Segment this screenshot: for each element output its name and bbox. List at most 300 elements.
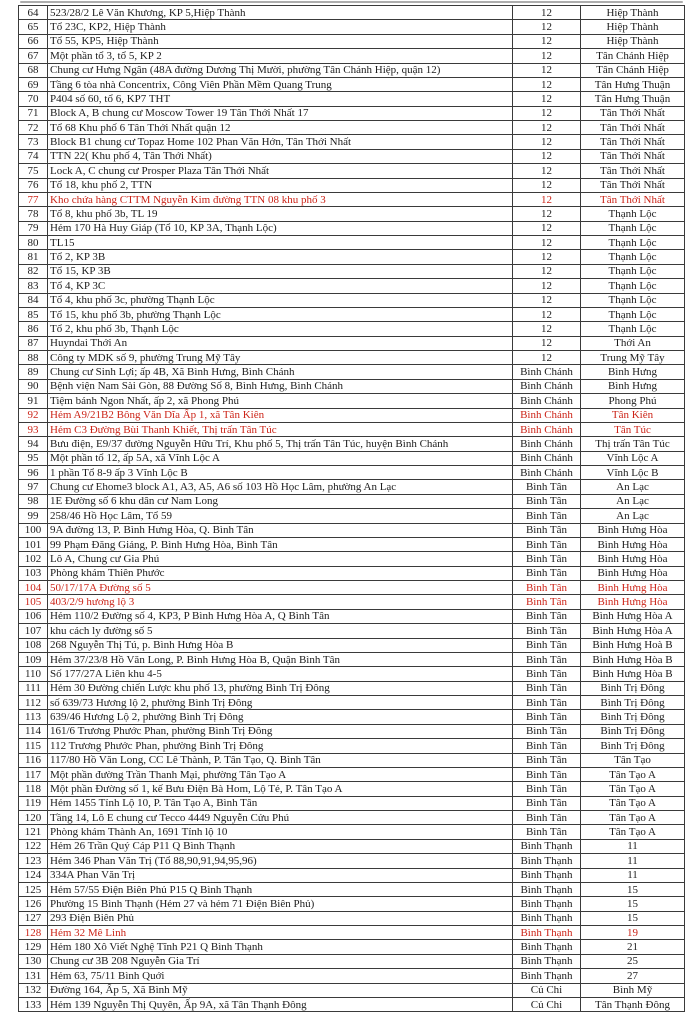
district-cell: Bình Tân <box>513 739 581 753</box>
ward-cell: Bình Hưng Hòa A <box>581 624 685 638</box>
address-cell: Hẻm 57/55 Điện Biên Phủ P15 Q Bình Thạnh <box>48 882 513 896</box>
district-cell: Bình Thạnh <box>513 897 581 911</box>
table-row <box>19 451 685 465</box>
address-cell: Block B1 chung cư Topaz Home 102 Phan Văn Hớn, Tân Thới Nhất <box>48 135 513 149</box>
row-number-cell: 81 <box>19 250 48 264</box>
district-cell: 12 <box>513 264 581 278</box>
address-cell: Tầng 14, Lô E chung cư Tecco 4449 Nguyễn Cửu Phú <box>48 811 513 825</box>
ward-cell: Thạnh Lộc <box>581 307 685 321</box>
district-cell: Bình Thạnh <box>513 954 581 968</box>
district-cell: Bình Tân <box>513 667 581 681</box>
row-number-cell: 97 <box>19 480 48 494</box>
district-cell: 12 <box>513 178 581 192</box>
row-number-cell: 82 <box>19 264 48 278</box>
table-row <box>19 135 685 149</box>
ward-cell: Tân Tạo A <box>581 782 685 796</box>
ward-cell: Bình Mỹ <box>581 983 685 997</box>
ward-cell: Bình Hưng Hòa B <box>581 667 685 681</box>
row-number-cell: 127 <box>19 911 48 925</box>
address-cell: Kho chứa hàng CTTM Nguyễn Kim đường TTN 08 khu phố 3 <box>48 192 513 206</box>
address-cell: Công ty MDK số 9, phường Trung Mỹ Tây <box>48 351 513 365</box>
row-number-cell: 106 <box>19 609 48 623</box>
address-cell: 9A đường 13, P. Bình Hưng Hòa, Q. Bình Tân <box>48 523 513 537</box>
district-cell: Bình Tân <box>513 652 581 666</box>
table-row <box>19 307 685 321</box>
row-number-cell: 130 <box>19 954 48 968</box>
ward-cell: Bình Hưng <box>581 379 685 393</box>
district-cell: 12 <box>513 221 581 235</box>
ward-cell: Tân Thới Nhất <box>581 164 685 178</box>
address-cell: Lock A, C chung cư Prosper Plaza Tân Thới Nhất <box>48 164 513 178</box>
address-cell: Hẻm 139 Nguyễn Thị Quyên, Ấp 9A, xã Tân Thạnh Đông <box>48 997 513 1011</box>
table-row <box>19 681 685 695</box>
table-row <box>19 279 685 293</box>
address-cell: Phường 15 Bình Thạnh (Hẻm 27 và hẻm 71 Điện Biên Phủ) <box>48 897 513 911</box>
table-row <box>19 638 685 652</box>
district-cell: Bình Tân <box>513 782 581 796</box>
row-number-cell: 123 <box>19 854 48 868</box>
row-number-cell: 96 <box>19 466 48 480</box>
district-cell: Bình Tân <box>513 724 581 738</box>
table-row <box>19 63 685 77</box>
table-row <box>19 882 685 896</box>
ward-cell: Bình Hưng Hòa <box>581 537 685 551</box>
ward-cell: Thới An <box>581 336 685 350</box>
district-cell: Bình Tân <box>513 767 581 781</box>
district-cell: Bình Chánh <box>513 451 581 465</box>
ward-cell: Hiệp Thành <box>581 34 685 48</box>
ward-cell: 15 <box>581 911 685 925</box>
ward-cell: Bình Trị Đông <box>581 724 685 738</box>
row-number-cell: 107 <box>19 624 48 638</box>
address-cell: Tổ 8, khu phố 3b, TL 19 <box>48 207 513 221</box>
ward-cell: Tân Chánh Hiệp <box>581 49 685 63</box>
address-cell: Tổ 2, khu phố 3b, Thạnh Lộc <box>48 322 513 336</box>
table-row <box>19 437 685 451</box>
row-number-cell: 101 <box>19 537 48 551</box>
table-row <box>19 322 685 336</box>
district-cell: Củ Chi <box>513 983 581 997</box>
ward-cell: 21 <box>581 940 685 954</box>
row-number-cell: 103 <box>19 566 48 580</box>
ward-cell: 15 <box>581 897 685 911</box>
row-number-cell: 67 <box>19 49 48 63</box>
address-cell: 50/17/17A Đường số 5 <box>48 581 513 595</box>
ward-cell: Thạnh Lộc <box>581 293 685 307</box>
address-cell: 117/80 Hồ Văn Long, CC Lê Thành, P. Tân Tạo, Q. Bình Tân <box>48 753 513 767</box>
row-number-cell: 124 <box>19 868 48 882</box>
district-cell: 12 <box>513 236 581 250</box>
row-number-cell: 104 <box>19 581 48 595</box>
address-cell: Tổ 15, KP 3B <box>48 264 513 278</box>
district-cell: 12 <box>513 192 581 206</box>
district-cell: 12 <box>513 351 581 365</box>
row-number-cell: 132 <box>19 983 48 997</box>
row-number-cell: 109 <box>19 652 48 666</box>
table-row <box>19 940 685 954</box>
table-row <box>19 408 685 422</box>
row-number-cell: 79 <box>19 221 48 235</box>
clipped-previous-row-edge <box>20 1 683 3</box>
ward-cell: Thạnh Lộc <box>581 221 685 235</box>
ward-cell: Thạnh Lộc <box>581 236 685 250</box>
district-cell: Bình Tân <box>513 609 581 623</box>
district-cell: Bình Chánh <box>513 408 581 422</box>
address-cell: Huyndai Thới An <box>48 336 513 350</box>
table-row <box>19 782 685 796</box>
address-cell: 1 phần Tổ 8-9 ấp 3 Vĩnh Lộc B <box>48 466 513 480</box>
address-cell: P404 số 60, tổ 6, KP7 THT <box>48 92 513 106</box>
row-number-cell: 120 <box>19 811 48 825</box>
table-row <box>19 983 685 997</box>
district-cell: 12 <box>513 279 581 293</box>
ward-cell: Thạnh Lộc <box>581 207 685 221</box>
ward-cell: 25 <box>581 954 685 968</box>
row-number-cell: 95 <box>19 451 48 465</box>
address-cell: Tổ 55, KP5, Hiệp Thành <box>48 34 513 48</box>
table-row <box>19 954 685 968</box>
table-row <box>19 351 685 365</box>
address-cell: Hẻm 346 Phan Văn Trị (Tổ 88,90,91,94,95,96) <box>48 854 513 868</box>
table-row <box>19 523 685 537</box>
address-cell: TTN 22( Khu phố 4, Tân Thới Nhất) <box>48 149 513 163</box>
address-cell: 99 Phạm Đăng Giảng, P. Bình Hưng Hòa, Bình Tân <box>48 537 513 551</box>
address-cell: Một phần đường Trần Thanh Mại, phường Tân Tạo A <box>48 767 513 781</box>
ward-cell: Tân Chánh Hiệp <box>581 63 685 77</box>
row-number-cell: 131 <box>19 969 48 983</box>
district-cell: 12 <box>513 135 581 149</box>
district-cell: Bình Tân <box>513 825 581 839</box>
row-number-cell: 117 <box>19 767 48 781</box>
address-cell: Hẻm 110/2 Đường số 4, KP3, P Bình Hưng Hòa A, Q Bình Tân <box>48 609 513 623</box>
district-cell: 12 <box>513 34 581 48</box>
district-cell: 12 <box>513 49 581 63</box>
district-cell: Bình Tân <box>513 480 581 494</box>
ward-cell: An Lạc <box>581 480 685 494</box>
ward-cell: Thạnh Lộc <box>581 322 685 336</box>
district-cell: Bình Tân <box>513 753 581 767</box>
ward-cell: Vĩnh Lộc B <box>581 466 685 480</box>
district-cell: Bình Tân <box>513 811 581 825</box>
table-row <box>19 365 685 379</box>
address-cell: Hẻm C3 Đường Bùi Thanh Khiết, Thị trấn Tân Túc <box>48 422 513 436</box>
ward-cell: Hiệp Thành <box>581 6 685 20</box>
ward-cell: Tân Tạo A <box>581 767 685 781</box>
address-cell: Phòng khám Thiên Phước <box>48 566 513 580</box>
table-row <box>19 667 685 681</box>
row-number-cell: 108 <box>19 638 48 652</box>
district-cell: Bình Tân <box>513 681 581 695</box>
table-row <box>19 192 685 206</box>
ward-cell: An Lạc <box>581 494 685 508</box>
ward-cell: Trung Mỹ Tây <box>581 351 685 365</box>
row-number-cell: 78 <box>19 207 48 221</box>
row-number-cell: 110 <box>19 667 48 681</box>
district-cell: 12 <box>513 322 581 336</box>
ward-cell: Bình Hưng Hòa <box>581 566 685 580</box>
table-row <box>19 796 685 810</box>
ward-cell: Tân Tạo A <box>581 825 685 839</box>
row-number-cell: 72 <box>19 121 48 135</box>
table-row <box>19 92 685 106</box>
district-cell: Bình Chánh <box>513 365 581 379</box>
district-cell: Bình Chánh <box>513 466 581 480</box>
row-number-cell: 75 <box>19 164 48 178</box>
row-number-cell: 66 <box>19 34 48 48</box>
ward-cell: Bình Hưng Hòa A <box>581 609 685 623</box>
table-row <box>19 293 685 307</box>
table-row <box>19 825 685 839</box>
row-number-cell: 102 <box>19 552 48 566</box>
district-cell: Bình Tân <box>513 566 581 580</box>
table-row <box>19 997 685 1011</box>
address-cell: Hẻm A9/21B2 Bông Văn Dĩa Ấp 1, xã Tân Kiên <box>48 408 513 422</box>
table-row <box>19 969 685 983</box>
row-number-cell: 90 <box>19 379 48 393</box>
row-number-cell: 118 <box>19 782 48 796</box>
district-cell: 12 <box>513 164 581 178</box>
address-cell: Hẻm 1455 Tỉnh Lộ 10, P. Tân Tạo A, Bình Tân <box>48 796 513 810</box>
ward-cell: Bình Hưng Hoà B <box>581 638 685 652</box>
table-row <box>19 696 685 710</box>
table-row <box>19 926 685 940</box>
district-cell: Bình Tân <box>513 710 581 724</box>
address-cell: 523/28/2 Lê Văn Khương, KP 5,Hiệp Thành <box>48 6 513 20</box>
row-number-cell: 91 <box>19 394 48 408</box>
district-cell: Bình Tân <box>513 494 581 508</box>
table-row <box>19 264 685 278</box>
district-cell: Bình Thạnh <box>513 839 581 853</box>
district-cell: 12 <box>513 63 581 77</box>
address-cell: Tiệm bánh Ngon Nhất, ấp 2, xã Phong Phú <box>48 394 513 408</box>
table-row <box>19 724 685 738</box>
ward-cell: Bình Trị Đông <box>581 696 685 710</box>
table-row <box>19 911 685 925</box>
table-row <box>19 336 685 350</box>
district-cell: Bình Tân <box>513 696 581 710</box>
address-cell: Tổ 2, KP 3B <box>48 250 513 264</box>
row-number-cell: 85 <box>19 307 48 321</box>
address-cell: Tổ 23C, KP2, Hiệp Thành <box>48 20 513 34</box>
ward-cell: 27 <box>581 969 685 983</box>
table-row <box>19 466 685 480</box>
address-cell: Chung cư 3B 208 Nguyễn Gia Trí <box>48 954 513 968</box>
row-number-cell: 77 <box>19 192 48 206</box>
ward-cell: Bình Trị Đông <box>581 710 685 724</box>
row-number-cell: 89 <box>19 365 48 379</box>
address-cell: Hẻm 30 Đường chiến Lược khu phố 13, phường Bình Trị Đông <box>48 681 513 695</box>
table-row <box>19 34 685 48</box>
district-cell: 12 <box>513 121 581 135</box>
district-cell: 12 <box>513 6 581 20</box>
table-row <box>19 868 685 882</box>
ward-cell: Hiệp Thành <box>581 20 685 34</box>
address-cell: Hẻm 170 Hà Huy Giáp (Tổ 10, KP 3A, Thạnh Lộc) <box>48 221 513 235</box>
row-number-cell: 126 <box>19 897 48 911</box>
ward-cell: An Lạc <box>581 509 685 523</box>
address-cell: Block A, B chung cư Moscow Tower 19 Tân Thới Nhất 17 <box>48 106 513 120</box>
ward-cell: 19 <box>581 926 685 940</box>
table-row <box>19 767 685 781</box>
ward-cell: Tân Túc <box>581 422 685 436</box>
ward-cell: Bình Hưng Hòa <box>581 552 685 566</box>
row-number-cell: 70 <box>19 92 48 106</box>
table-row <box>19 537 685 551</box>
district-cell: Bình Tân <box>513 624 581 638</box>
ward-cell: Tân Hưng Thuận <box>581 77 685 91</box>
table-row <box>19 609 685 623</box>
row-number-cell: 113 <box>19 710 48 724</box>
address-cell: Hẻm 63, 75/11 Bình Quới <box>48 969 513 983</box>
ward-cell: Bình Hưng Hòa <box>581 595 685 609</box>
address-cell: Phòng khám Thành An, 1691 Tỉnh lộ 10 <box>48 825 513 839</box>
district-cell: Bình Thạnh <box>513 969 581 983</box>
ward-cell: 11 <box>581 839 685 853</box>
district-cell: 12 <box>513 307 581 321</box>
district-cell: 12 <box>513 106 581 120</box>
row-number-cell: 71 <box>19 106 48 120</box>
row-number-cell: 73 <box>19 135 48 149</box>
row-number-cell: 100 <box>19 523 48 537</box>
row-number-cell: 128 <box>19 926 48 940</box>
address-cell: số 639/73 Hương lộ 2, phường Bình Trị Đông <box>48 696 513 710</box>
table-row <box>19 854 685 868</box>
row-number-cell: 68 <box>19 63 48 77</box>
table-row <box>19 710 685 724</box>
address-cell: Một phần tổ 12, ấp 5A, xã Vĩnh Lộc A <box>48 451 513 465</box>
table-row <box>19 106 685 120</box>
ward-cell: Thị trấn Tân Túc <box>581 437 685 451</box>
address-cell: Tổ 18, khu phố 2, TTN <box>48 178 513 192</box>
table-row <box>19 6 685 20</box>
district-cell: 12 <box>513 20 581 34</box>
address-cell: Tổ 15, khu phố 3b, phường Thạnh Lộc <box>48 307 513 321</box>
district-cell: Bình Tân <box>513 638 581 652</box>
address-cell: Chung cư Sinh Lợi; ấp 4B, Xã Bình Hưng, Bình Chánh <box>48 365 513 379</box>
district-cell: 12 <box>513 77 581 91</box>
row-number-cell: 80 <box>19 236 48 250</box>
district-cell: Bình Thạnh <box>513 882 581 896</box>
ward-cell: Thạnh Lộc <box>581 250 685 264</box>
table-row <box>19 49 685 63</box>
ward-cell: Bình Hưng <box>581 365 685 379</box>
table-row <box>19 753 685 767</box>
ward-cell: Tân Thới Nhất <box>581 121 685 135</box>
ward-cell: Tân Thới Nhất <box>581 135 685 149</box>
row-number-cell: 122 <box>19 839 48 853</box>
row-number-cell: 84 <box>19 293 48 307</box>
row-number-cell: 133 <box>19 997 48 1011</box>
row-number-cell: 98 <box>19 494 48 508</box>
address-cell: 639/46 Hương Lộ 2, phường Bình Trị Đông <box>48 710 513 724</box>
district-cell: 12 <box>513 149 581 163</box>
address-cell: Số 177/27A Liên khu 4-5 <box>48 667 513 681</box>
address-cell: Hẻm 32 Mê Linh <box>48 926 513 940</box>
table-row <box>19 595 685 609</box>
row-number-cell: 88 <box>19 351 48 365</box>
district-cell: 12 <box>513 293 581 307</box>
table-row <box>19 566 685 580</box>
table-row <box>19 178 685 192</box>
address-cell: Một phần Đường số 1, kế Bưu Điện Bà Hom, Lộ Tẻ, P. Tân Tạo A <box>48 782 513 796</box>
district-cell: Bình Tân <box>513 509 581 523</box>
address-cell: 1E Đường số 6 khu dân cư Nam Long <box>48 494 513 508</box>
ward-cell: Bình Hưng Hòa B <box>581 652 685 666</box>
table-row <box>19 379 685 393</box>
district-cell: Bình Tân <box>513 523 581 537</box>
ward-cell: Vĩnh Lộc A <box>581 451 685 465</box>
row-number-cell: 119 <box>19 796 48 810</box>
district-cell: Củ Chi <box>513 997 581 1011</box>
district-cell: Bình Chánh <box>513 437 581 451</box>
address-cell: Chung cư Hưng Ngân (48A đường Dương Thị Mười, phường Tân Chánh Hiệp, quận 12) <box>48 63 513 77</box>
district-cell: Bình Tân <box>513 581 581 595</box>
district-cell: 12 <box>513 92 581 106</box>
address-cell: Một phần tổ 3, tổ 5, KP 2 <box>48 49 513 63</box>
district-cell: Bình Chánh <box>513 379 581 393</box>
ward-cell: 11 <box>581 854 685 868</box>
ward-cell: Bình Trị Đông <box>581 739 685 753</box>
address-cell: 161/6 Trương Phước Phan, phường Bình Trị Đông <box>48 724 513 738</box>
row-number-cell: 93 <box>19 422 48 436</box>
ward-cell: Tân Tạo A <box>581 811 685 825</box>
district-cell: Bình Thạnh <box>513 940 581 954</box>
ward-cell: Tân Thới Nhất <box>581 149 685 163</box>
row-number-cell: 116 <box>19 753 48 767</box>
ward-cell: Phong Phú <box>581 394 685 408</box>
row-number-cell: 83 <box>19 279 48 293</box>
district-cell: Bình Thạnh <box>513 868 581 882</box>
address-cell: Hẻm 37/23/8 Hồ Văn Long, P. Bình Hưng Hòa B, Quận Bình Tân <box>48 652 513 666</box>
table-row <box>19 250 685 264</box>
row-number-cell: 92 <box>19 408 48 422</box>
table-row <box>19 739 685 753</box>
address-cell: 268 Nguyễn Thị Tú, p. Bình Hưng Hòa B <box>48 638 513 652</box>
lockdown-table-body <box>19 6 685 1012</box>
row-number-cell: 112 <box>19 696 48 710</box>
table-row <box>19 221 685 235</box>
district-cell: Bình Tân <box>513 595 581 609</box>
address-cell: 293 Điện Biên Phủ <box>48 911 513 925</box>
district-cell: Bình Thạnh <box>513 911 581 925</box>
district-cell: Bình Chánh <box>513 422 581 436</box>
row-number-cell: 115 <box>19 739 48 753</box>
table-row <box>19 552 685 566</box>
district-cell: Bình Thạnh <box>513 854 581 868</box>
lockdown-areas-table <box>18 5 685 1012</box>
district-cell: Bình Chánh <box>513 394 581 408</box>
table-row <box>19 236 685 250</box>
row-number-cell: 87 <box>19 336 48 350</box>
table-row <box>19 20 685 34</box>
row-number-cell: 76 <box>19 178 48 192</box>
ward-cell: Tân Thạnh Đông <box>581 997 685 1011</box>
address-cell: 403/2/9 hương lộ 3 <box>48 595 513 609</box>
row-number-cell: 94 <box>19 437 48 451</box>
ward-cell: Thạnh Lộc <box>581 279 685 293</box>
row-number-cell: 65 <box>19 20 48 34</box>
table-row <box>19 207 685 221</box>
ward-cell: Bình Hưng Hòa <box>581 523 685 537</box>
table-row <box>19 811 685 825</box>
ward-cell: Tân Tạo <box>581 753 685 767</box>
row-number-cell: 99 <box>19 509 48 523</box>
row-number-cell: 105 <box>19 595 48 609</box>
row-number-cell: 69 <box>19 77 48 91</box>
row-number-cell: 74 <box>19 149 48 163</box>
district-cell: 12 <box>513 207 581 221</box>
district-cell: Bình Thạnh <box>513 926 581 940</box>
